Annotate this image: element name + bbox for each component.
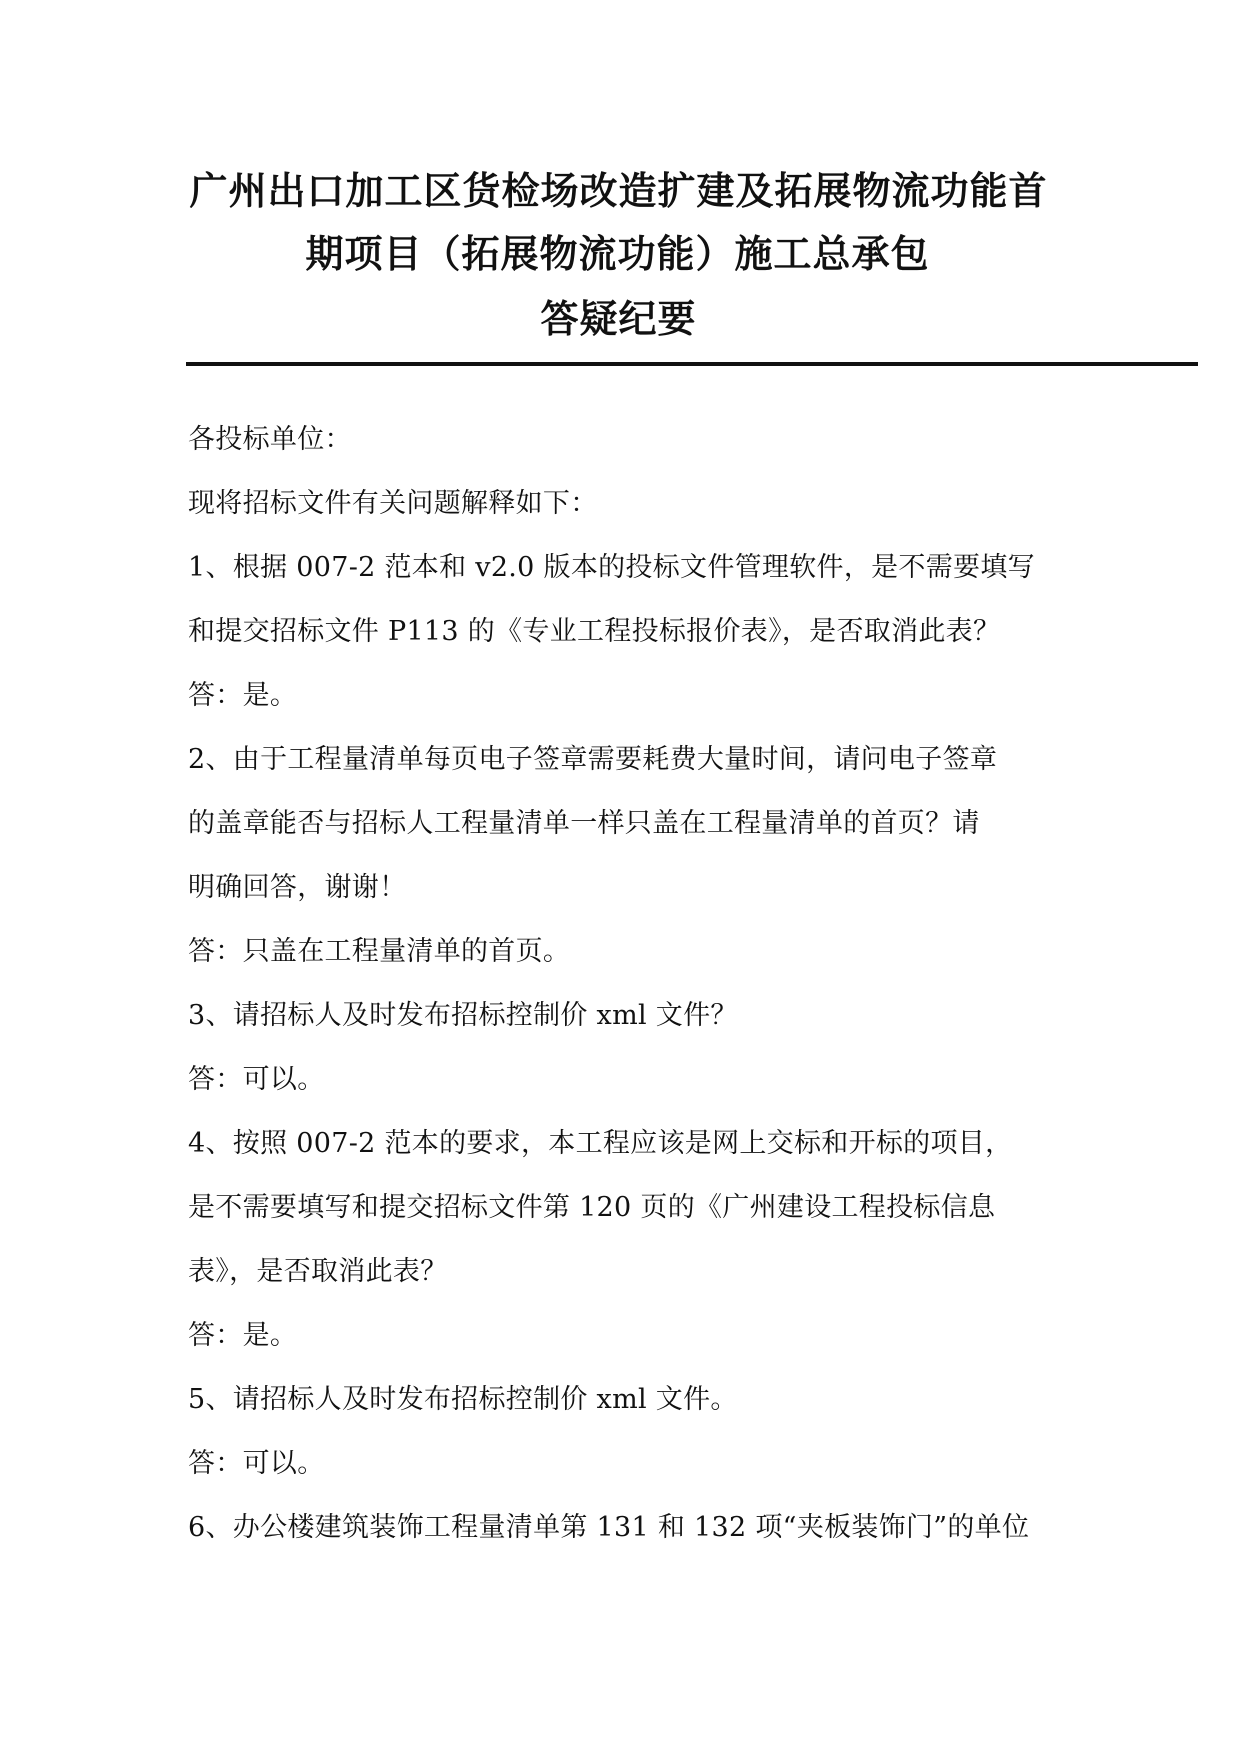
body-line-a5: 答：可以。 [188, 1448, 325, 1479]
document-title-line-1: 广州出口加工区货检场改造扩建及拓展物流功能首 [189, 169, 1048, 213]
body-line-q4a: 4、按照 007-2 范本的要求，本工程应该是网上交标和开标的项目， [188, 1128, 1013, 1159]
body-line-q2b: 的盖章能否与招标人工程量清单一样只盖在工程量清单的首页？请 [188, 808, 980, 839]
body-line-q5: 5、请招标人及时发布招标控制价 xml 文件。 [188, 1384, 738, 1415]
body-line-q1a: 1、根据 007-2 范本和 v2.0 版本的投标文件管理软件，是不需要填写 [188, 552, 1035, 583]
body-line-q6a: 6、办公楼建筑装饰工程量清单第 131 和 132 项“夹板装饰门”的单位 [188, 1512, 1030, 1543]
body-line-a1: 答：是。 [188, 680, 298, 711]
document-title-line-3: 答疑纪要 [540, 297, 697, 341]
body-line-a4: 答：是。 [188, 1320, 298, 1351]
document-title-line-2: 期项目（拓展物流功能）施工总承包 [305, 232, 930, 276]
body-line-q3: 3、请招标人及时发布招标控制价 xml 文件？ [188, 1000, 738, 1031]
body-line-a2: 答：只盖在工程量清单的首页。 [188, 936, 571, 967]
body-line-a3: 答：可以。 [188, 1064, 325, 1095]
body-line-q1b: 和提交招标文件 P113 的《专业工程投标报价表》，是否取消此表？ [188, 616, 1001, 647]
title-divider [186, 362, 1198, 366]
body-line-intro: 现将招标文件有关问题解释如下： [188, 488, 598, 519]
body-line-q4c: 表》，是否取消此表？ [188, 1256, 448, 1287]
body-line-q2c: 明确回答，谢谢！ [188, 872, 407, 903]
body-line-q2a: 2、由于工程量清单每页电子签章需要耗费大量时间，请问电子签章 [188, 744, 998, 775]
body-line-salutation: 各投标单位： [188, 424, 352, 455]
body-line-q4b: 是不需要填写和提交招标文件第 120 页的《广州建设工程投标信息 [188, 1192, 996, 1223]
